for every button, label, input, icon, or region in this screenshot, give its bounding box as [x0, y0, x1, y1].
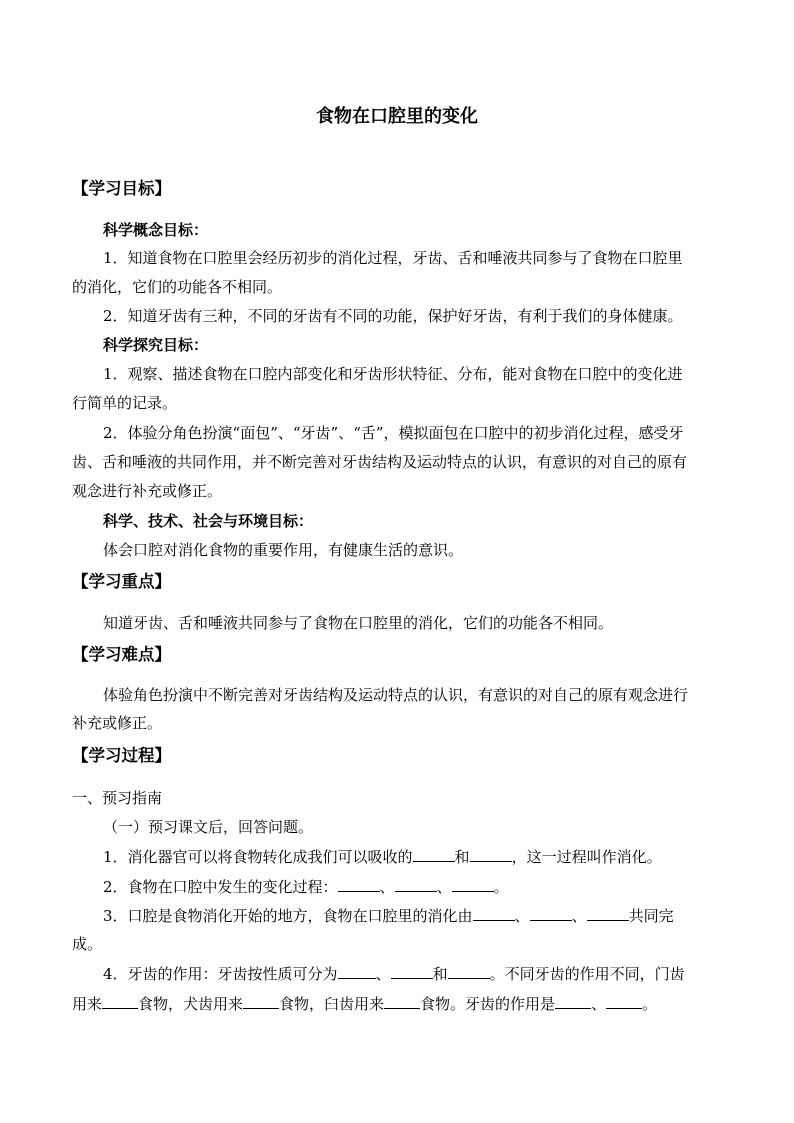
question-4-line2-end: 。 — [642, 995, 658, 1013]
page-title: 食物在口腔里的变化 — [316, 106, 478, 127]
answer-blank[interactable] — [555, 993, 591, 1009]
answer-blank[interactable] — [606, 993, 642, 1009]
answer-blank[interactable] — [384, 993, 420, 1009]
answer-blank[interactable] — [473, 905, 515, 921]
question-4-text-b: 和 — [432, 965, 448, 983]
key-points-text: 知道牙齿、舌和唾液共同参与了食物在口腔里的消化，它们的功能各不相同。 — [103, 614, 614, 632]
question-3-text-c: 共同完 — [628, 907, 674, 925]
sts-heading: 科学、技术、社会与环境目标： — [103, 512, 314, 530]
answer-blank[interactable] — [448, 963, 490, 979]
answer-blank[interactable] — [452, 876, 494, 892]
answer-blank[interactable] — [395, 876, 437, 892]
inquiry-item1-line2: 行简单的记录。 — [72, 394, 178, 412]
question-1-text-b: 和 — [454, 848, 470, 866]
question-2-text-a: 2．食物在口腔中发生的变化过程： — [103, 878, 338, 896]
preview-guide-heading: 一、预习指南 — [72, 789, 163, 807]
answer-blank[interactable] — [338, 876, 380, 892]
question-3-text-a: 3．口腔是食物消化开始的地方，食物在口腔里的消化由 — [103, 907, 473, 925]
question-4-text-a: 4．牙齿的作用：牙齿按性质可分为 — [103, 965, 338, 983]
inquiry-heading: 科学探究目标： — [103, 336, 209, 354]
question-4-line2-d: 食物。牙齿的作用是 — [420, 995, 556, 1013]
difficulties-heading: 【学习难点】 — [72, 645, 171, 664]
inquiry-item2-line2: 齿、舌和唾液的共同作用，并不断完善对牙齿结构及运动特点的认识，有意识的对自己的原有 — [72, 453, 688, 471]
concept-item2: 2．知道牙齿有三种，不同的牙齿有不同的功能，保护好牙齿，有利于我们的身体健康。 — [103, 307, 683, 325]
difficulties-line1: 体验角色扮演中不断完善对牙齿结构及运动特点的认识，有意识的对自己的原有观念进行 — [103, 686, 689, 704]
inquiry-item1-line1: 1．观察、描述食物在口腔内部变化和牙齿形状特征、分布，能对食物在口腔中的变化进 — [103, 365, 683, 383]
objectives-heading: 【学习目标】 — [72, 179, 171, 198]
question-3 — [103, 905, 674, 926]
question-4-line2-a: 用来 — [72, 995, 103, 1013]
answer-blank[interactable] — [470, 846, 512, 862]
question-4-line2 — [72, 993, 657, 1014]
question-2-end: 。 — [493, 878, 509, 896]
question-1 — [103, 846, 662, 867]
question-3-line2: 成。 — [72, 935, 103, 953]
separator: 、 — [571, 907, 587, 925]
concept-heading: 科学概念目标： — [103, 221, 209, 239]
concept-item1-line1: 1．知道食物在口腔里会经历初步的消化过程，牙齿、舌和唾液共同参与了食物在口腔里 — [103, 249, 683, 267]
process-heading: 【学习过程】 — [72, 746, 171, 765]
question-4-text-c: 。不同牙齿的作用不同，门齿 — [489, 965, 685, 983]
concept-item1-line2: 的消化，它们的功能各不相同。 — [72, 278, 283, 296]
inquiry-item2-line3: 观念进行补充或修正。 — [72, 482, 223, 500]
answer-blank[interactable] — [413, 846, 455, 862]
answer-blank[interactable] — [243, 993, 279, 1009]
inquiry-item2-line1: 2．体验分角色扮演“面包”、“牙齿”、“舌”，模拟面包在口腔中的初步消化过程，感受牙 — [103, 424, 684, 442]
separator: 、 — [375, 965, 391, 983]
answer-blank[interactable] — [587, 905, 629, 921]
separator: 、 — [514, 907, 530, 925]
question-4-line2-c: 食物，臼齿用来 — [279, 995, 385, 1013]
separator: 、 — [436, 878, 452, 896]
answer-blank[interactable] — [338, 963, 376, 979]
answer-blank[interactable] — [391, 963, 433, 979]
question-1-text-c: ，这一过程叫作消化。 — [511, 848, 662, 866]
answer-blank[interactable] — [102, 993, 138, 1009]
difficulties-line2: 补充或修正。 — [72, 714, 163, 732]
question-2 — [103, 876, 509, 897]
separator: 、 — [591, 995, 607, 1013]
answer-blank[interactable] — [530, 905, 572, 921]
question-4 — [103, 963, 685, 984]
key-points-heading: 【学习重点】 — [72, 572, 171, 591]
separator: 、 — [379, 878, 395, 896]
question-1-text-a: 1．消化器官可以将食物转化成我们可以吸收的 — [103, 848, 413, 866]
sts-item1: 体会口腔对消化食物的重要作用，有健康生活的意识。 — [103, 541, 464, 559]
question-4-line2-b: 食物，犬齿用来 — [138, 995, 244, 1013]
preview-subheading: （一）预习课文后，回答问题。 — [103, 818, 314, 836]
